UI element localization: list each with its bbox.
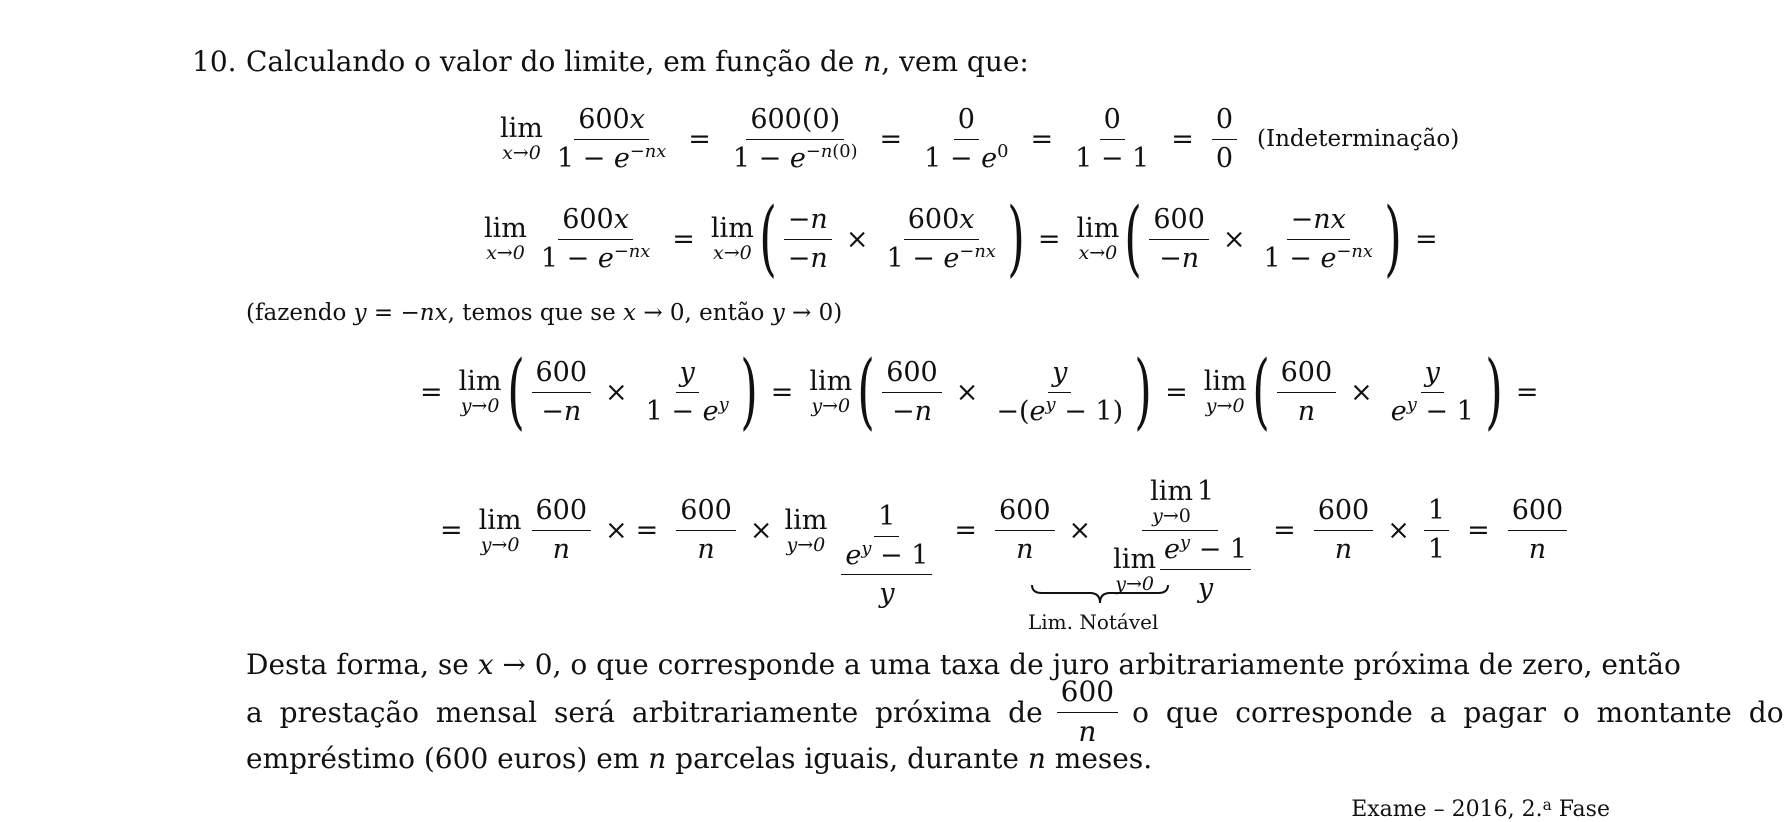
equation-rewrite: lim x→0 $\frac{600x}{1 - e^{-nx}}$ = lim x→0 ( $\frac{-n}{-n}$ × $\frac{600x}{1 - e^{-nx}}$ ) = lim x→0 ( $\frac{600}{-n}$ × $\frac{-nx}{1 - e^{-nx}}$ ) = bbox=[484, 191, 1438, 287]
question-intro: Calculando o valor do limite, em função de n, vem que: bbox=[246, 45, 1029, 78]
equation-substitution: lim x→0 $\frac{600x}{1 - e^{-nx}}$ = $\frac{600(0)}{1 - e^{-n(0)}}$ = $\frac{0}{1 - e^0}$ = $\frac{0}{1 - 1}$ = $\frac{0}{0}$ (Indeterminação) bbox=[500, 104, 1460, 174]
notable-limit-label: Lim. Notável bbox=[1028, 610, 1159, 634]
conclusion-line-2-end: o que corresponde a pagar o montante do bbox=[1132, 695, 1784, 729]
substitution-note: (fazendo y = −nx, temos que se x → 0, então y → 0) bbox=[246, 300, 843, 326]
indeterminacy-label: (Indeterminação) bbox=[1257, 126, 1460, 153]
equation-change-variable: = lim y→0 ( $\frac{600}{-n}$ × $\frac{y}{1 - e^y}$ ) = lim y→0 ( $\frac{600}{-n}$ × $\frac{y}{-(e^y - 1)}$ ) = lim y→0 ( $\frac{600}{n}$ × $\frac{y}{e^y - 1}$ ) = bbox=[420, 344, 1539, 440]
question-number: 10. bbox=[192, 45, 237, 78]
underbrace-icon bbox=[1030, 583, 1170, 605]
conclusion-line-1: Desta forma, se x → 0, o que corresponde a uma taxa de juro arbitrariamente próxima de zero, então bbox=[246, 648, 1681, 681]
conclusion-line-3: empréstimo (600 euros) em n parcelas iguais, durante n meses. bbox=[246, 742, 1153, 775]
conclusion-line-2-start: a prestação mensal será arbitrariamente próxima de bbox=[246, 695, 1043, 729]
exam-source: Exame – 2016, 2.$^a$ Fase bbox=[1351, 795, 1610, 822]
equation-notable-limit: = lim y→0 $\frac{600}{n}$ × = $\frac{600}{n}$ × lim y→0 $\frac{1}{\frac{e^y - 1}{y}}$ = $\frac{600}{n}$ × lim y→0 1 lim y→0 $\frac{e^y - 1}{y}$ = $\frac{600}{n}$ × $\frac{1}{1}$ = $\frac{600}{n}$ bbox=[440, 452, 1573, 609]
conclusion-line-2: a prestação mensal será arbitrariamente próxima de $\frac{600}{n}$ o que corresponde a pagar o montante do bbox=[246, 675, 1784, 748]
